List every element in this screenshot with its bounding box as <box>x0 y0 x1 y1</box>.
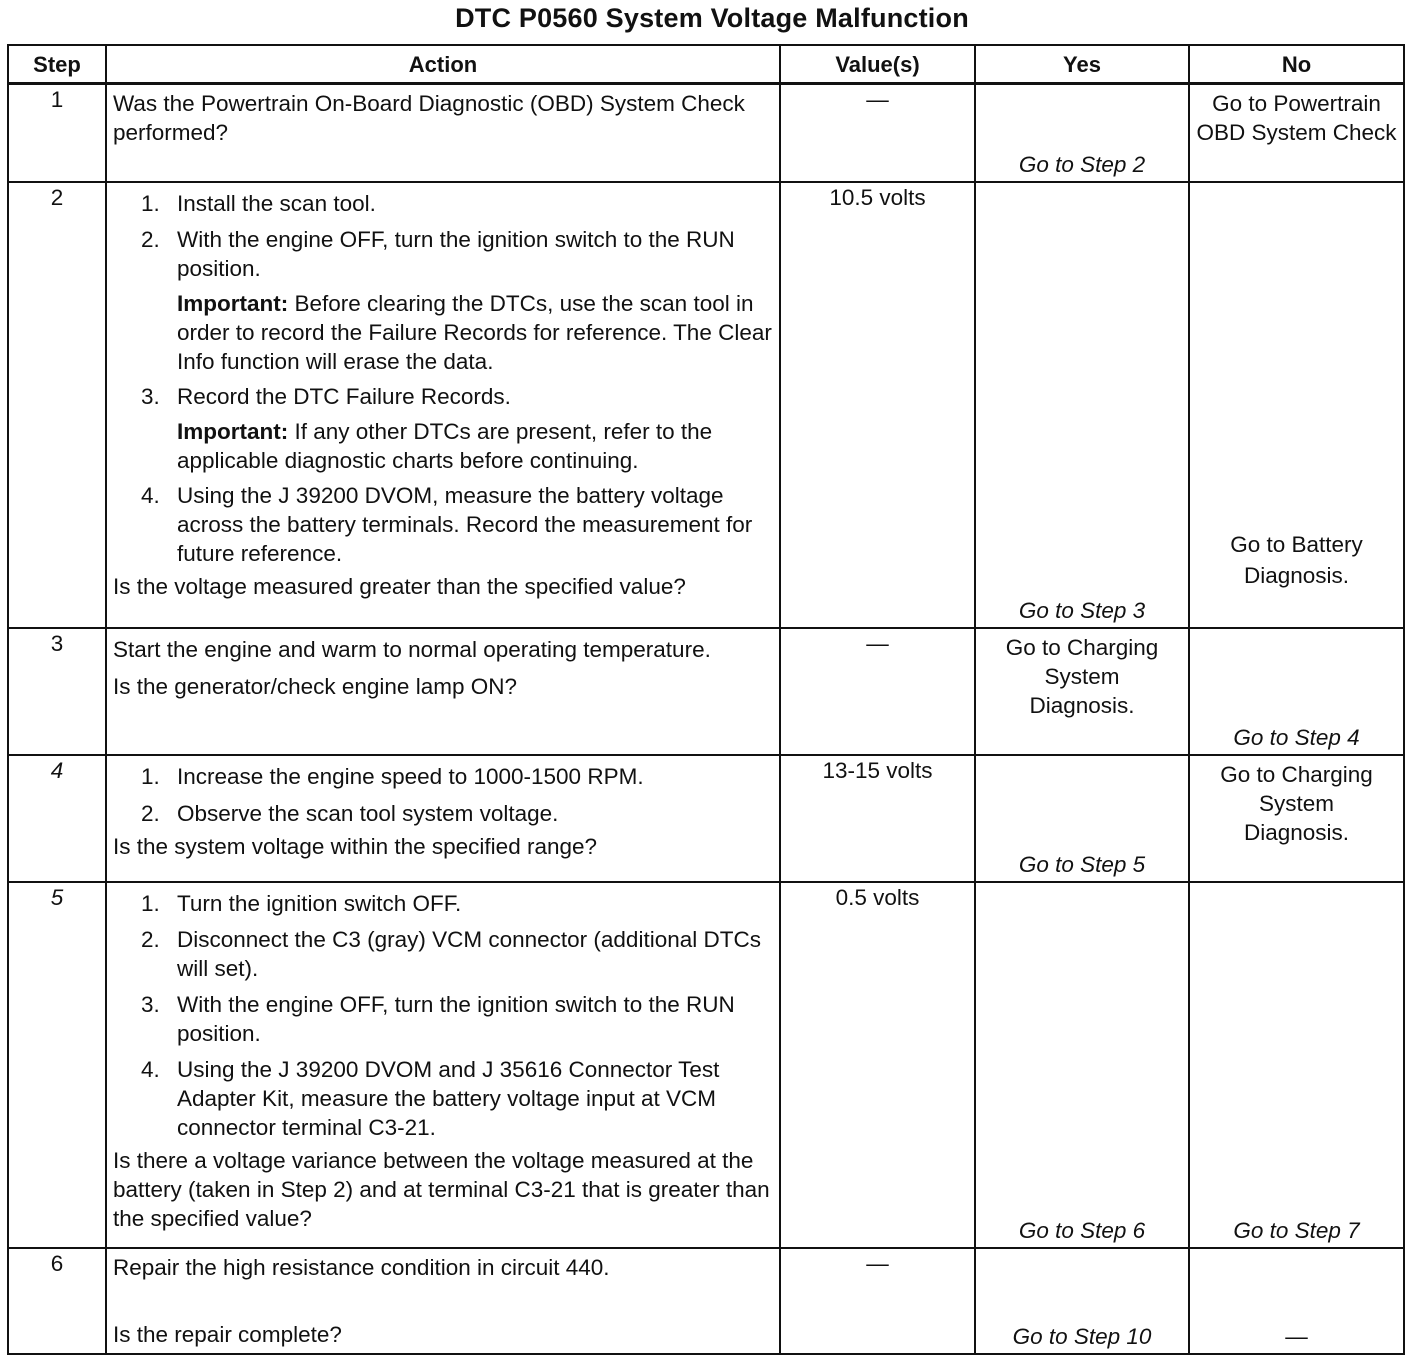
step-number: 3 <box>8 628 106 755</box>
header-action: Action <box>106 45 780 84</box>
yes-cell <box>975 182 1189 628</box>
table-row <box>8 882 1404 1248</box>
list-item: 1. Turn the ignition switch OFF. <box>141 890 462 916</box>
list-item: 1. Increase the engine speed to 1000-1500 RPM. <box>141 763 644 789</box>
action-text: Start the engine and warm to normal operating temperature. <box>113 636 711 662</box>
no-cell <box>1189 84 1404 182</box>
no-goto: Go to Step 4 <box>1233 724 1360 750</box>
step-number: 2 <box>8 182 106 628</box>
action-question: Is the voltage measured greater than the specified value? <box>113 573 686 599</box>
action-cell <box>106 882 780 1248</box>
value-cell: — <box>780 84 975 182</box>
yes-cell <box>975 1248 1189 1354</box>
action-text: Repair the high resistance condition in circuit 440. <box>113 1254 610 1280</box>
yes-cell <box>975 882 1189 1248</box>
yes-cell <box>975 628 1189 755</box>
action-question: Is the generator/check engine lamp ON? <box>113 673 517 699</box>
step-number: 1 <box>8 84 106 182</box>
no-goto: Go to Battery Diagnosis. <box>1230 531 1363 588</box>
header-no: No <box>1189 45 1404 84</box>
list-item: 2. Observe the scan tool system voltage. <box>141 800 559 826</box>
table-row <box>8 84 1404 182</box>
value-cell: 0.5 volts <box>780 882 975 1248</box>
value-cell: — <box>780 628 975 755</box>
yes-goto: Go to Step 10 <box>1012 1323 1152 1349</box>
header-values: Value(s) <box>780 45 975 84</box>
step-number: 4 <box>8 755 106 882</box>
header-row <box>8 45 1404 84</box>
no-cell <box>1189 1248 1404 1354</box>
no-goto: — <box>1285 1323 1308 1349</box>
header-step: Step <box>8 45 106 84</box>
table-row <box>8 755 1404 882</box>
step-number: 5 <box>8 882 106 1248</box>
table-row <box>8 1248 1404 1354</box>
step-number: 6 <box>8 1248 106 1354</box>
list-item: 3. Record the DTC Failure Records. <box>141 383 511 409</box>
no-goto: Go to Charging System Diagnosis. <box>1220 761 1373 845</box>
list-item: 4. Using the J 39200 DVOM and J 35616 Connector Test Adapter Kit, measure the battery voltage input at VCM connector terminal C3-21. <box>141 1056 720 1140</box>
action-steps <box>113 189 773 283</box>
action-steps <box>113 889 773 1142</box>
list-item: 2. With the engine OFF, turn the ignition switch to the RUN position. <box>141 226 735 281</box>
action-cell <box>106 628 780 755</box>
action-steps <box>113 481 773 568</box>
list-item: 1. Install the scan tool. <box>141 190 376 216</box>
list-item: 4. Using the J 39200 DVOM, measure the battery voltage across the battery terminals. Record the measurement for future reference. <box>141 482 753 566</box>
yes-goto: Go to Step 3 <box>1018 597 1146 623</box>
yes-cell <box>975 84 1189 182</box>
diagnostic-table <box>7 44 1405 1355</box>
important-note: Important: Before clearing the DTCs, use the scan tool in order to record the Failure Records for reference. The Clear Info function will erase the data. <box>177 290 772 374</box>
value-cell: — <box>780 1248 975 1354</box>
yes-goto: Go to Step 5 <box>1018 851 1146 877</box>
yes-goto: Go to Step 6 <box>1018 1217 1146 1243</box>
header-yes: Yes <box>975 45 1189 84</box>
action-question: Is the repair complete? <box>113 1321 342 1347</box>
no-cell <box>1189 628 1404 755</box>
value-cell: 13-15 volts <box>780 755 975 882</box>
action-steps <box>113 382 773 411</box>
yes-goto: Go to Step 2 <box>1018 151 1146 177</box>
action-question: Is the system voltage within the specified range? <box>113 833 598 859</box>
action-question: Is there a voltage variance between the voltage measured at the battery (taken in Step 2) and at terminal C3-21 that is greater than the specified value? <box>113 1147 770 1231</box>
table-row <box>8 628 1404 755</box>
no-goto: Go to Powertrain OBD System Check <box>1196 91 1397 145</box>
action-cell <box>106 1248 780 1354</box>
yes-goto: Go to Charging System Diagnosis. <box>1005 634 1159 718</box>
page-title: DTC P0560 System Voltage Malfunction <box>455 3 969 33</box>
no-cell <box>1189 182 1404 628</box>
list-item: 3. With the engine OFF, turn the ignition switch to the RUN position. <box>141 991 735 1046</box>
no-cell <box>1189 755 1404 882</box>
table-row <box>8 182 1404 628</box>
important-note: Important: If any other DTCs are present, refer to the applicable diagnostic charts before continuing. <box>177 418 713 473</box>
no-goto: Go to Step 7 <box>1233 1217 1360 1243</box>
action-cell <box>106 182 780 628</box>
action-cell <box>106 84 780 182</box>
action-steps <box>113 762 773 828</box>
list-item: 2. Disconnect the C3 (gray) VCM connector (additional DTCs will set). <box>141 926 761 981</box>
yes-cell <box>975 755 1189 882</box>
action-cell <box>106 755 780 882</box>
no-cell <box>1189 882 1404 1248</box>
action-question: Was the Powertrain On-Board Diagnostic (OBD) System Check performed? <box>113 91 745 145</box>
value-cell: 10.5 volts <box>780 182 975 628</box>
